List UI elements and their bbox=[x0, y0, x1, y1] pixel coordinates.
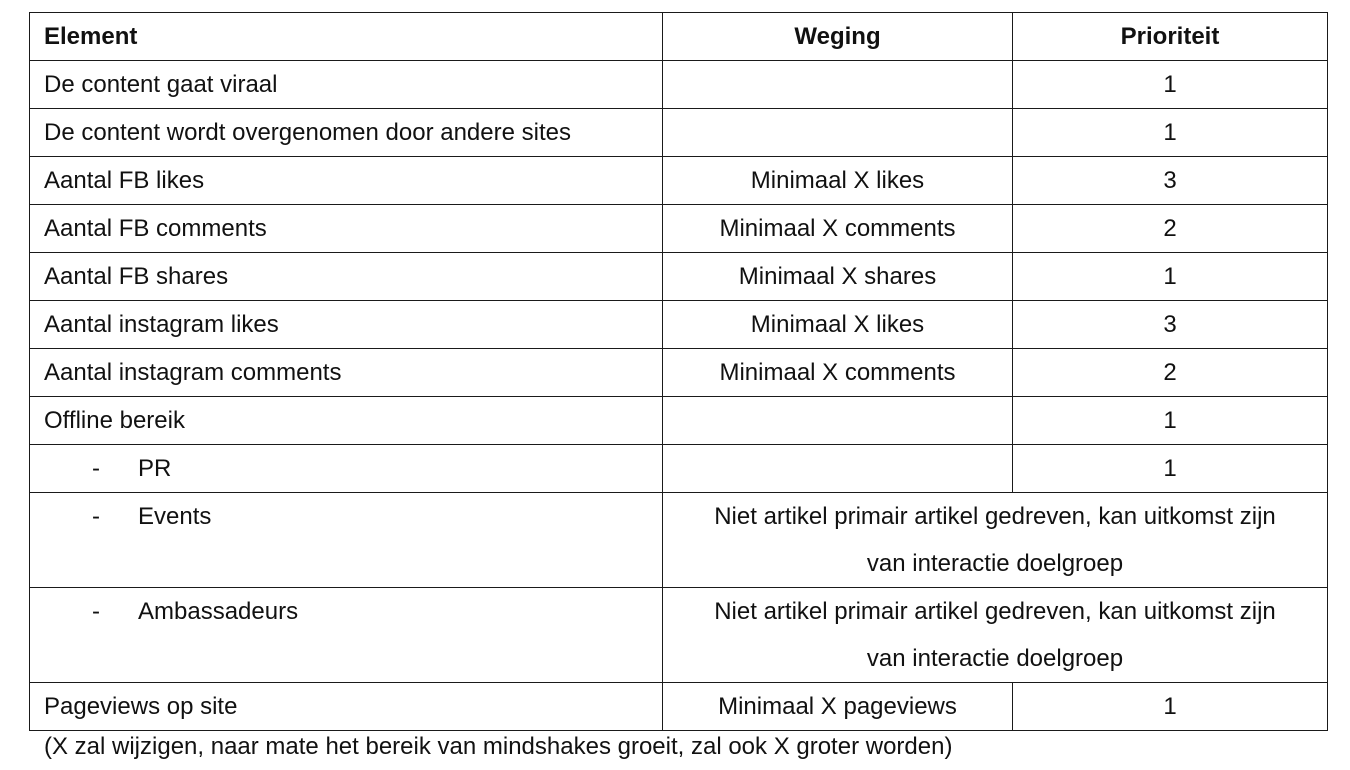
cell-weging bbox=[663, 445, 1013, 493]
cell-prioriteit: 1 bbox=[1013, 253, 1328, 301]
table-row bbox=[30, 253, 1328, 301]
cell-element: Aantal instagram likes bbox=[30, 301, 663, 349]
footnote: (X zal wijzigen, naar mate het bereik van mindshakes groeit, zal ook X groter worden) bbox=[44, 733, 953, 760]
cell-weging: Minimaal X comments bbox=[663, 205, 1013, 253]
table-row bbox=[30, 683, 1328, 731]
cell-element: De content gaat viraal bbox=[30, 61, 663, 109]
cell-prioriteit: 1 bbox=[1013, 445, 1328, 493]
cell-weging: Minimaal X comments bbox=[663, 349, 1013, 397]
table-row bbox=[30, 493, 1328, 588]
header-prioriteit: Prioriteit bbox=[1013, 13, 1328, 61]
cell-element: De content wordt overgenomen door andere sites bbox=[30, 109, 663, 157]
cell-element-text: PR bbox=[138, 455, 172, 482]
criteria-table bbox=[29, 12, 1328, 731]
table-row bbox=[30, 301, 1328, 349]
cell-element: Pageviews op site bbox=[30, 683, 663, 731]
header-weging: Weging bbox=[663, 13, 1013, 61]
cell-weging bbox=[663, 61, 1013, 109]
cell-element: Aantal FB comments bbox=[30, 205, 663, 253]
table-row bbox=[30, 157, 1328, 205]
cell-weging: Minimaal X likes bbox=[663, 301, 1013, 349]
table-row bbox=[30, 205, 1328, 253]
cell-element bbox=[30, 588, 663, 683]
merged-note-line-1: Niet artikel primair artikel gedreven, kan uitkomst zijn bbox=[714, 598, 1276, 625]
cell-prioriteit: 2 bbox=[1013, 349, 1328, 397]
cell-element bbox=[30, 493, 663, 588]
list-dash: - bbox=[92, 503, 100, 530]
table-row bbox=[30, 61, 1328, 109]
cell-merged-note bbox=[663, 493, 1328, 588]
table-row bbox=[30, 109, 1328, 157]
cell-element bbox=[30, 445, 663, 493]
cell-prioriteit: 1 bbox=[1013, 61, 1328, 109]
cell-weging: Minimaal X pageviews bbox=[663, 683, 1013, 731]
merged-note-line-2: van interactie doelgroep bbox=[866, 550, 1124, 577]
table-row bbox=[30, 397, 1328, 445]
cell-weging bbox=[663, 109, 1013, 157]
cell-element-text: Ambassadeurs bbox=[138, 598, 299, 625]
cell-prioriteit: 1 bbox=[1013, 397, 1328, 445]
list-dash: - bbox=[92, 598, 100, 625]
cell-weging: Minimaal X likes bbox=[663, 157, 1013, 205]
list-dash: - bbox=[92, 455, 100, 482]
cell-element: Aantal instagram comments bbox=[30, 349, 663, 397]
cell-prioriteit: 3 bbox=[1013, 157, 1328, 205]
table-row bbox=[30, 445, 1328, 493]
cell-prioriteit: 1 bbox=[1013, 109, 1328, 157]
cell-element: Offline bereik bbox=[30, 397, 663, 445]
table-row bbox=[30, 588, 1328, 683]
cell-element: Aantal FB shares bbox=[30, 253, 663, 301]
header-element: Element bbox=[30, 13, 663, 61]
table-row bbox=[30, 349, 1328, 397]
cell-element: Aantal FB likes bbox=[30, 157, 663, 205]
cell-element-text: Events bbox=[138, 503, 212, 530]
cell-prioriteit: 3 bbox=[1013, 301, 1328, 349]
cell-prioriteit: 2 bbox=[1013, 205, 1328, 253]
merged-note-line-1: Niet artikel primair artikel gedreven, kan uitkomst zijn bbox=[714, 503, 1276, 530]
merged-note-line-2: van interactie doelgroep bbox=[866, 645, 1124, 672]
cell-weging bbox=[663, 397, 1013, 445]
cell-weging: Minimaal X shares bbox=[663, 253, 1013, 301]
cell-prioriteit: 1 bbox=[1013, 683, 1328, 731]
header-row bbox=[30, 13, 1328, 61]
cell-merged-note bbox=[663, 588, 1328, 683]
